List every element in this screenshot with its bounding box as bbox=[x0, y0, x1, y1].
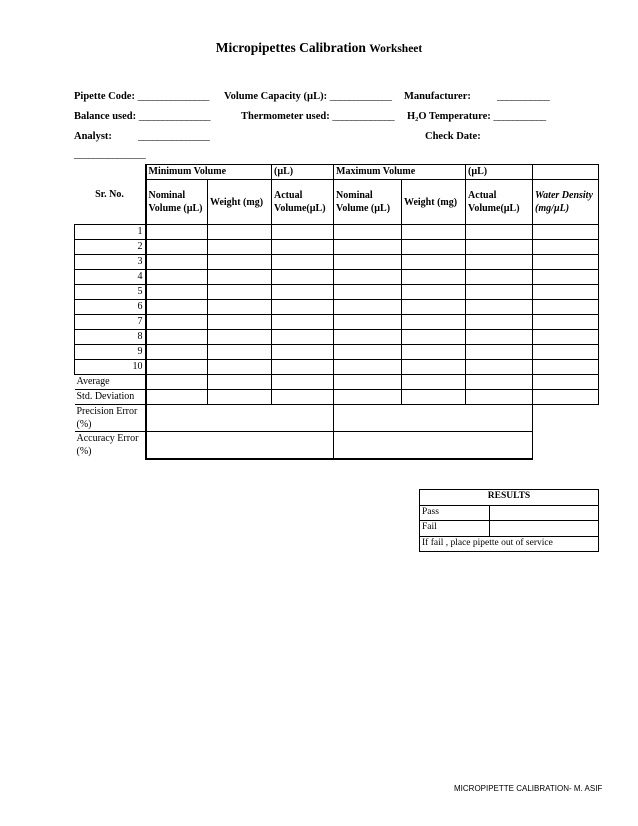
max-volume-unit: (µL) bbox=[466, 165, 533, 180]
table-row bbox=[75, 300, 599, 315]
calibration-table bbox=[74, 164, 599, 460]
entry-cell[interactable] bbox=[466, 345, 533, 360]
std-dev-label: Std. Deviation bbox=[75, 390, 146, 405]
entry-cell[interactable] bbox=[402, 330, 466, 345]
entry-cell[interactable] bbox=[334, 300, 402, 315]
entry-cell[interactable] bbox=[466, 255, 533, 270]
entry-cell[interactable] bbox=[533, 225, 599, 240]
accuracy-max-cell[interactable] bbox=[334, 432, 533, 459]
entry-cell[interactable] bbox=[533, 315, 599, 330]
check-date-label: Check Date: bbox=[425, 131, 481, 142]
precision-empty-cell bbox=[533, 405, 599, 432]
entry-cell[interactable] bbox=[402, 360, 466, 375]
std-dev-cell[interactable] bbox=[146, 390, 208, 405]
entry-cell[interactable] bbox=[146, 285, 208, 300]
entry-cell[interactable] bbox=[533, 285, 599, 300]
title-main: Micropipettes Calibration bbox=[215, 40, 366, 55]
entry-cell[interactable] bbox=[334, 225, 402, 240]
sr-no-header: Sr. No. bbox=[75, 165, 146, 225]
title-sub: Worksheet bbox=[369, 43, 423, 55]
entry-cell[interactable] bbox=[466, 270, 533, 285]
entry-cell[interactable] bbox=[208, 360, 272, 375]
entry-cell[interactable] bbox=[208, 255, 272, 270]
nominal-volume-min-header: Nominal Volume (µL) bbox=[146, 180, 208, 225]
accuracy-label: Accuracy Error (%) bbox=[75, 432, 146, 459]
precision-label: Precision Error (%) bbox=[75, 405, 146, 432]
std-dev-cell[interactable] bbox=[208, 390, 272, 405]
manufacturer-label: Manufacturer: bbox=[404, 91, 471, 102]
average-cell[interactable] bbox=[272, 375, 334, 390]
table-row bbox=[75, 270, 599, 285]
entry-cell[interactable] bbox=[466, 240, 533, 255]
precision-max-cell[interactable] bbox=[334, 405, 533, 432]
std-dev-cell[interactable] bbox=[402, 390, 466, 405]
entry-cell[interactable] bbox=[208, 300, 272, 315]
volume-capacity-blank[interactable]: _____________ bbox=[329, 91, 392, 102]
entry-cell[interactable] bbox=[402, 345, 466, 360]
entry-cell[interactable] bbox=[146, 360, 208, 375]
h2o-temp-field bbox=[407, 111, 546, 122]
std-dev-cell[interactable] bbox=[533, 390, 599, 405]
pipette-code-field bbox=[74, 91, 209, 102]
entry-cell[interactable] bbox=[466, 360, 533, 375]
row-number: 2 bbox=[75, 240, 146, 255]
entry-cell[interactable] bbox=[208, 315, 272, 330]
page-footer: MICROPIPETTE CALIBRATION- M. ASIF bbox=[454, 784, 603, 793]
entry-cell[interactable] bbox=[334, 360, 402, 375]
entry-cell[interactable] bbox=[146, 255, 208, 270]
table-row bbox=[75, 330, 599, 345]
entry-cell[interactable] bbox=[466, 285, 533, 300]
thermometer-label: Thermometer used: bbox=[241, 111, 330, 122]
water-density-header: Water Density (mg/µL) bbox=[533, 180, 599, 225]
balance-field bbox=[74, 111, 210, 122]
balance-blank[interactable]: _______________ bbox=[138, 111, 211, 122]
nominal-volume-max-header: Nominal Volume (µL) bbox=[334, 180, 402, 225]
std-dev-cell[interactable] bbox=[466, 390, 533, 405]
entry-cell[interactable] bbox=[208, 270, 272, 285]
entry-cell[interactable] bbox=[466, 300, 533, 315]
entry-cell[interactable] bbox=[272, 225, 334, 240]
table-row bbox=[75, 345, 599, 360]
row-number: 8 bbox=[75, 330, 146, 345]
entry-cell[interactable] bbox=[146, 300, 208, 315]
entry-cell[interactable] bbox=[533, 240, 599, 255]
entry-cell[interactable] bbox=[334, 240, 402, 255]
precision-min-cell[interactable] bbox=[146, 405, 334, 432]
min-volume-unit: (µL) bbox=[272, 165, 334, 180]
entry-cell[interactable] bbox=[272, 240, 334, 255]
entry-cell[interactable] bbox=[533, 360, 599, 375]
entry-cell[interactable] bbox=[272, 300, 334, 315]
page-title bbox=[0, 40, 638, 56]
entry-cell[interactable] bbox=[402, 270, 466, 285]
entry-cell[interactable] bbox=[334, 285, 402, 300]
actual-volume-max-header: Actual Volume(µL) bbox=[466, 180, 533, 225]
average-cell[interactable] bbox=[146, 375, 208, 390]
row-number: 5 bbox=[75, 285, 146, 300]
entry-cell[interactable] bbox=[533, 255, 599, 270]
entry-cell[interactable] bbox=[272, 315, 334, 330]
row-number: 3 bbox=[75, 255, 146, 270]
entry-cell[interactable] bbox=[402, 240, 466, 255]
results-box bbox=[419, 489, 599, 552]
entry-cell[interactable] bbox=[334, 255, 402, 270]
entry-cell[interactable] bbox=[334, 270, 402, 285]
fail-note: If fail , place pipette out of service bbox=[420, 536, 599, 552]
entry-cell[interactable] bbox=[208, 330, 272, 345]
entry-cell[interactable] bbox=[272, 255, 334, 270]
weight-min-header: Weight (mg) bbox=[208, 180, 272, 225]
table-row bbox=[75, 315, 599, 330]
accuracy-empty-cell bbox=[533, 432, 599, 459]
std-dev-cell[interactable] bbox=[334, 390, 402, 405]
max-volume-header: Maximum Volume bbox=[334, 165, 466, 180]
thermometer-field bbox=[241, 111, 394, 122]
weight-max-header: Weight (mg) bbox=[402, 180, 466, 225]
std-dev-cell[interactable] bbox=[272, 390, 334, 405]
pipette-code-label: Pipette Code: bbox=[74, 91, 135, 102]
pass-checkbox[interactable] bbox=[490, 505, 599, 521]
entry-cell[interactable] bbox=[402, 285, 466, 300]
balance-label: Balance used: bbox=[74, 111, 137, 122]
entry-cell[interactable] bbox=[466, 330, 533, 345]
results-heading: RESULTS bbox=[420, 490, 599, 506]
check-date-blank[interactable]: _______________ bbox=[74, 149, 146, 160]
entry-cell[interactable] bbox=[208, 345, 272, 360]
average-cell[interactable] bbox=[334, 375, 402, 390]
entry-cell[interactable] bbox=[146, 345, 208, 360]
average-cell[interactable] bbox=[466, 375, 533, 390]
average-cell[interactable] bbox=[533, 375, 599, 390]
row-number: 6 bbox=[75, 300, 146, 315]
entry-cell[interactable] bbox=[208, 285, 272, 300]
entry-cell[interactable] bbox=[533, 270, 599, 285]
table-row bbox=[75, 255, 599, 270]
entry-cell[interactable] bbox=[146, 315, 208, 330]
average-cell[interactable] bbox=[208, 375, 272, 390]
thermometer-blank[interactable]: _____________ bbox=[332, 111, 395, 122]
entry-cell[interactable] bbox=[533, 345, 599, 360]
volume-capacity-field bbox=[224, 91, 391, 102]
min-volume-header: Minimum Volume bbox=[146, 165, 272, 180]
actual-volume-min-header: Actual Volume(µL) bbox=[272, 180, 334, 225]
entry-cell[interactable] bbox=[334, 330, 402, 345]
h2o-temp-blank[interactable]: ___________ bbox=[493, 111, 546, 122]
fail-checkbox[interactable] bbox=[490, 521, 599, 537]
table-row bbox=[75, 360, 599, 375]
row-number: 7 bbox=[75, 315, 146, 330]
average-label: Average bbox=[75, 375, 146, 390]
entry-cell[interactable] bbox=[272, 360, 334, 375]
entry-cell[interactable] bbox=[533, 300, 599, 315]
entry-cell[interactable] bbox=[208, 240, 272, 255]
volume-capacity-label: Volume Capacity (µL): bbox=[224, 91, 328, 102]
row-number: 9 bbox=[75, 345, 146, 360]
average-cell[interactable] bbox=[402, 375, 466, 390]
entry-cell[interactable] bbox=[402, 255, 466, 270]
entry-cell[interactable] bbox=[533, 330, 599, 345]
table-row bbox=[75, 240, 599, 255]
entry-cell[interactable] bbox=[334, 315, 402, 330]
entry-cell[interactable] bbox=[402, 315, 466, 330]
entry-cell[interactable] bbox=[466, 225, 533, 240]
analyst-blank[interactable]: _______________ bbox=[138, 131, 210, 142]
h2o-temp-label: H₂O Temperature: bbox=[407, 111, 491, 122]
entry-cell[interactable] bbox=[272, 285, 334, 300]
manufacturer-blank[interactable]: ___________ bbox=[497, 91, 550, 102]
entry-cell[interactable] bbox=[466, 315, 533, 330]
entry-cell[interactable] bbox=[208, 225, 272, 240]
pipette-code-blank[interactable]: _______________ bbox=[137, 91, 209, 102]
entry-cell[interactable] bbox=[402, 225, 466, 240]
entry-cell[interactable] bbox=[272, 345, 334, 360]
row-number: 10 bbox=[75, 360, 146, 375]
entry-cell[interactable] bbox=[334, 345, 402, 360]
fail-label: Fail bbox=[420, 521, 490, 537]
pass-label: Pass bbox=[420, 505, 490, 521]
entry-cell[interactable] bbox=[146, 240, 208, 255]
entry-cell[interactable] bbox=[272, 270, 334, 285]
entry-cell[interactable] bbox=[146, 225, 208, 240]
row-number: 4 bbox=[75, 270, 146, 285]
analyst-label: Analyst: bbox=[74, 131, 112, 142]
entry-cell[interactable] bbox=[402, 300, 466, 315]
row-number: 1 bbox=[75, 225, 146, 240]
table-row bbox=[75, 285, 599, 300]
header-empty-cell bbox=[533, 165, 599, 180]
entry-cell[interactable] bbox=[146, 270, 208, 285]
accuracy-min-cell[interactable] bbox=[146, 432, 334, 459]
entry-cell[interactable] bbox=[146, 330, 208, 345]
entry-cell[interactable] bbox=[272, 330, 334, 345]
table-row bbox=[75, 225, 599, 240]
